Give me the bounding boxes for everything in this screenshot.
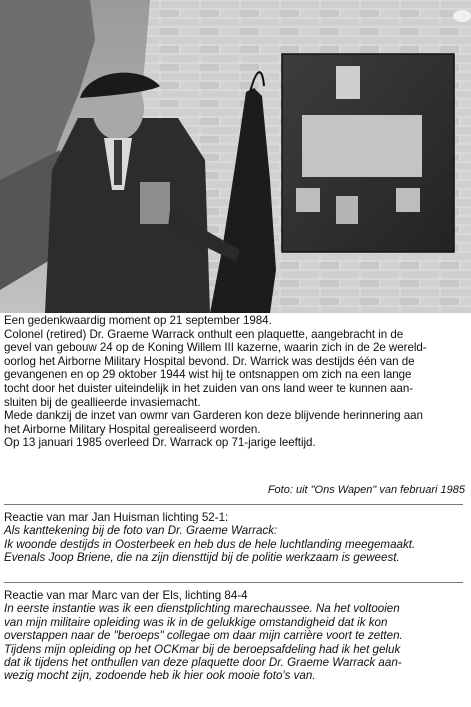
caption-line: gevangenen en op 29 oktober 1944 wist hij te ontsnappen om zich na een lange: [4, 368, 412, 382]
reaction-line: Als kanttekening bij de foto van Dr. Graeme Warrack:: [4, 524, 278, 538]
reaction-body: [4, 602, 469, 682]
caption-line: tocht door het duister uiteindelijk in het zuiden van ons land weer te kunnen aan-: [4, 381, 414, 395]
reaction-line: In eerste instantie was ik een dienstplichting marechaussee. Na het voltooien: [4, 602, 400, 616]
reaction-line: van mijn militaire opleiding was ik in de gelukkige omstandigheid dat ik kon: [4, 615, 388, 629]
reaction-line: dat ik tijdens het onthullen van deze plaquette door Dr. Graeme Warrack aan-: [4, 656, 402, 670]
divider: [4, 582, 463, 583]
caption-line: Een gedenkwaardig moment op 21 september 1984.: [4, 314, 272, 327]
reaction-block: [4, 589, 469, 683]
reaction-block: [4, 511, 469, 565]
lamp: [453, 10, 471, 22]
caption-line: Op 13 januari 1985 overleed Dr. Warrack op 71-jarige leeftijd.: [4, 436, 316, 450]
reaction-line: Tijdens mijn opleiding op het OCKmar bij de beroepsafdeling had ik het geluk: [4, 642, 401, 656]
reaction-line: overstappen naar de "beroeps" collegae om daar mijn carrière voort te zetten.: [4, 629, 403, 643]
photo-caption: [4, 314, 469, 450]
caption-line: sluiten bij de geallieerde invasiemacht.: [4, 395, 201, 409]
caption-line: Colonel (retired) Dr. Graeme Warrack onthult een plaquette, aangebracht in de: [4, 327, 404, 341]
plaque-emblem: [336, 66, 360, 99]
medals: [140, 182, 170, 224]
photo-credit: Foto: uit "Ons Wapen" van februari 1985: [267, 484, 465, 496]
reaction-heading: Reactie van mar Marc van der Els, lichting 84-4: [4, 589, 248, 602]
caption-line: gevel van gebouw 24 op de Koning Willem III kazerne, waarin zich in de 2e wereld-: [4, 341, 427, 355]
caption-line: Mede dankzij de inzet van owmr van Garderen kon deze blijvende herinnering aan: [4, 409, 423, 423]
reaction-line: wezig mocht zijn, zodoende heb ik hier ook mooie foto's van.: [4, 669, 316, 683]
plaque-text-panel: [302, 115, 422, 177]
photo-unveiling-plaque: [0, 0, 471, 313]
reaction-line: Evenals Joop Briene, die na zijn diensttijd bij de politie werkzaam is geweest.: [4, 551, 400, 565]
reaction-line: Ik woonde destijds in Oosterbeek en heb dus de hele luchtlanding meegemaakt.: [4, 537, 416, 551]
photograph: [0, 0, 471, 313]
divider: [4, 504, 463, 505]
caption-line: het Airborne Military Hospital gerealiseerd worden.: [4, 422, 261, 436]
caption-line: oorlog het Airborne Military Hospital bevond. Dr. Warrick was destijds één van de: [4, 354, 415, 368]
reaction-body: [4, 524, 469, 564]
reaction-heading: Reactie van mar Jan Huisman lichting 52-1:: [4, 511, 229, 524]
